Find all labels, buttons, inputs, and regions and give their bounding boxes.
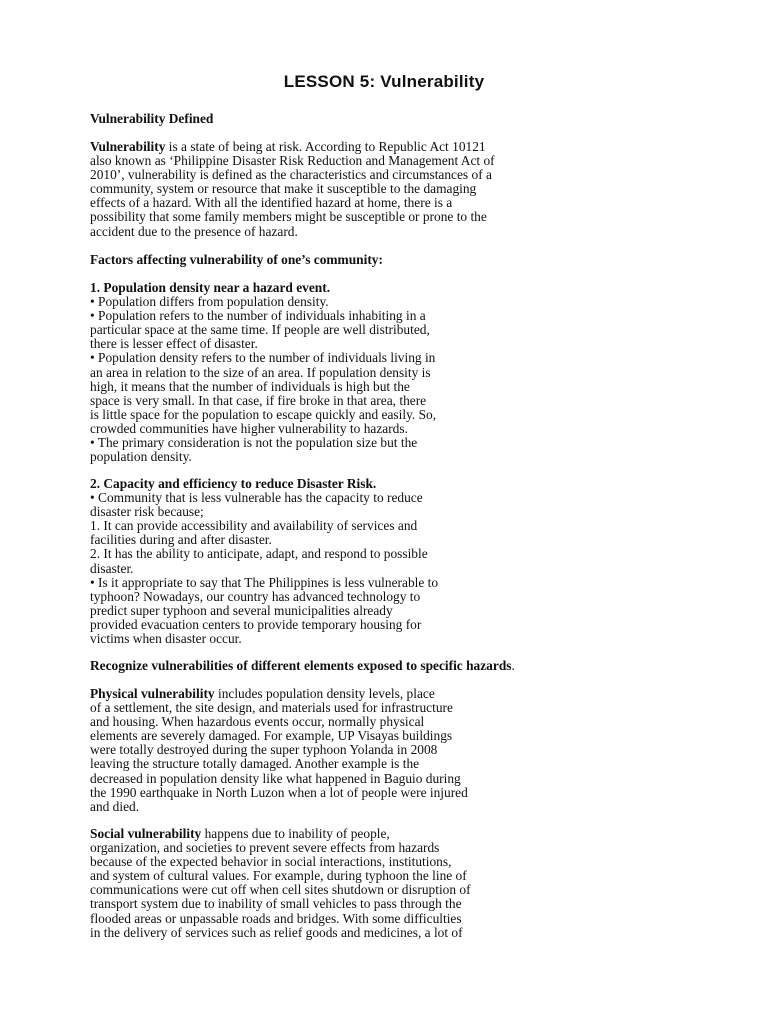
- paragraph-line: communications were cut off when cell sites shutdown or disruption of: [90, 882, 471, 898]
- paragraph-line: were totally destroyed during the super typhoon Yolanda in 2008: [90, 742, 438, 758]
- paragraph-line: transport system due to inability of small vehicles to pass through the: [90, 896, 462, 912]
- factor-1: [90, 281, 436, 464]
- section-heading-defined: Vulnerability Defined: [90, 111, 214, 126]
- paragraph-line: also known as ‘Philippine Disaster Risk Reduction and Management Act of: [90, 153, 495, 169]
- factor-line: population density.: [90, 449, 192, 465]
- physical-term: Physical vulnerability: [90, 686, 215, 701]
- section-heading-factors: Factors affecting vulnerability of one’s community:: [90, 252, 383, 267]
- factor-line: disaster risk because;: [90, 504, 204, 520]
- paragraph-line: of a settlement, the site design, and materials used for infrastructure: [90, 700, 453, 716]
- social-vulnerability-paragraph: Social vulnerability happens due to inability of people, organization, and societies to prevent severe effects from hazards because of the expected behavior in social interactions, institutions, and system of cultural values. For example, during typhoon the line of communications were cut off when cell sites shutdown or disruption of transport system due to inability of small vehicles to pass through the flooded areas or unpassable roads and bridges. With some difficulties in the delivery of services such as relief goods and medicines, a lot of: [90, 826, 471, 940]
- paragraph-line: in the delivery of services such as relief goods and medicines, a lot of: [90, 924, 463, 940]
- paragraph-line: the 1990 earthquake in North Luzon when a lot of people were injured: [90, 784, 468, 800]
- factor-line: victims when disaster occur.: [90, 631, 242, 647]
- paragraph-line: 2010’, vulnerability is defined as the characteristics and circumstances of a: [90, 167, 492, 183]
- factor-line: particular space at the same time. If people are well distributed,: [90, 322, 430, 338]
- definition-term: Vulnerability: [90, 139, 166, 154]
- factor-line: space is very small. In that case, if fire broke in that area, there: [90, 392, 427, 408]
- factor-line: • Population differs from population density.: [90, 294, 329, 310]
- paragraph-line: organization, and societies to prevent severe effects from hazards: [90, 840, 440, 856]
- paragraph-line: and died.: [90, 798, 140, 814]
- physical-vulnerability-paragraph: Physical vulnerability includes population density levels, place of a settlement, the site design, and materials used for infrastructure and housing. When hazardous events occur, normally physical elements are severely damaged. For example, UP Visayas buildings were totally destroyed during the super typhoon Yolanda in 2008 leaving the structure totally damaged. Another example is the decreased in population density like what happened in Baguio during the 1990 earthquake in North Luzon when a lot of people were injured and died.: [90, 686, 468, 814]
- social-term: Social vulnerability: [90, 826, 202, 841]
- factor-line: there is lesser effect of disaster.: [90, 336, 258, 352]
- paragraph-line: community, system or resource that make it susceptible to the damaging: [90, 181, 477, 197]
- factor-line: • Community that is less vulnerable has the capacity to reduce: [90, 490, 423, 506]
- factor-line: is little space for the population to escape quickly and easily. So,: [90, 406, 437, 422]
- paragraph-line: decreased in population density like what happened in Baguio during: [90, 770, 461, 786]
- factor-2: [90, 477, 438, 646]
- paragraph-line: leaving the structure totally damaged. Another example is the: [90, 756, 420, 772]
- paragraph-line: and housing. When hazardous events occur, normally physical: [90, 714, 425, 730]
- factor-1-heading: 1. Population density near a hazard event.: [90, 280, 331, 295]
- factor-line: crowded communities have higher vulnerability to hazards.: [90, 420, 408, 436]
- factor-line: 1. It can provide accessibility and availability of services and: [90, 518, 418, 534]
- factor-line: typhoon? Nowadays, our country has advanced technology to: [90, 588, 421, 604]
- factor-line: • Population refers to the number of individuals inhabiting in a: [90, 308, 426, 324]
- factor-2-heading: 2. Capacity and efficiency to reduce Disaster Risk.: [90, 476, 377, 491]
- factor-line: provided evacuation centers to provide temporary housing for: [90, 616, 422, 632]
- factor-line: 2. It has the ability to anticipate, adapt, and respond to possible: [90, 546, 428, 562]
- factor-line: an area in relation to the size of an area. If population density is: [90, 364, 431, 380]
- page-title: LESSON 5: Vulnerability: [283, 72, 485, 91]
- factor-line: • Population density refers to the number of individuals living in: [90, 350, 436, 366]
- paragraph-line: effects of a hazard. With all the identified hazard at home, there is a: [90, 195, 453, 211]
- definition-paragraph: Vulnerability is a state of being at risk. According to Republic Act 10121 also known as ‘Philippine Disaster Risk Reduction and Management Act of 2010’, vulnerability is defined as the characteristics and circumstances of a community, system or resource that make it susceptible to the damaging effects of a hazard. With all the identified hazard at home, there is a possibility that some family members might be susceptible or prone to the accident due to the presence of hazard.: [90, 139, 495, 239]
- factor-line: predict super typhoon and several municipalities already: [90, 602, 393, 618]
- factor-line: disaster.: [90, 560, 134, 576]
- factor-line: facilities during and after disaster.: [90, 532, 272, 548]
- factor-line: • Is it appropriate to say that The Philippines is less vulnerable to: [90, 574, 439, 590]
- factor-line: high, it means that the number of individuals is high but the: [90, 378, 410, 394]
- paragraph-line: because of the expected behavior in social interactions, institutions,: [90, 854, 452, 870]
- paragraph-line: elements are severely damaged. For example, UP Visayas buildings: [90, 728, 453, 744]
- paragraph-line: flooded areas or unpassable roads and bridges. With some difficulties: [90, 910, 462, 926]
- paragraph-line: possibility that some family members might be susceptible or prone to the: [90, 209, 487, 225]
- section-heading-recognize: Recognize vulnerabilities of different elements exposed to specific hazards.: [90, 658, 515, 673]
- factor-line: • The primary consideration is not the population size but the: [90, 435, 418, 451]
- paragraph-line: accident due to the presence of hazard.: [90, 223, 298, 239]
- paragraph-line: and system of cultural values. For example, during typhoon the line of: [90, 868, 467, 884]
